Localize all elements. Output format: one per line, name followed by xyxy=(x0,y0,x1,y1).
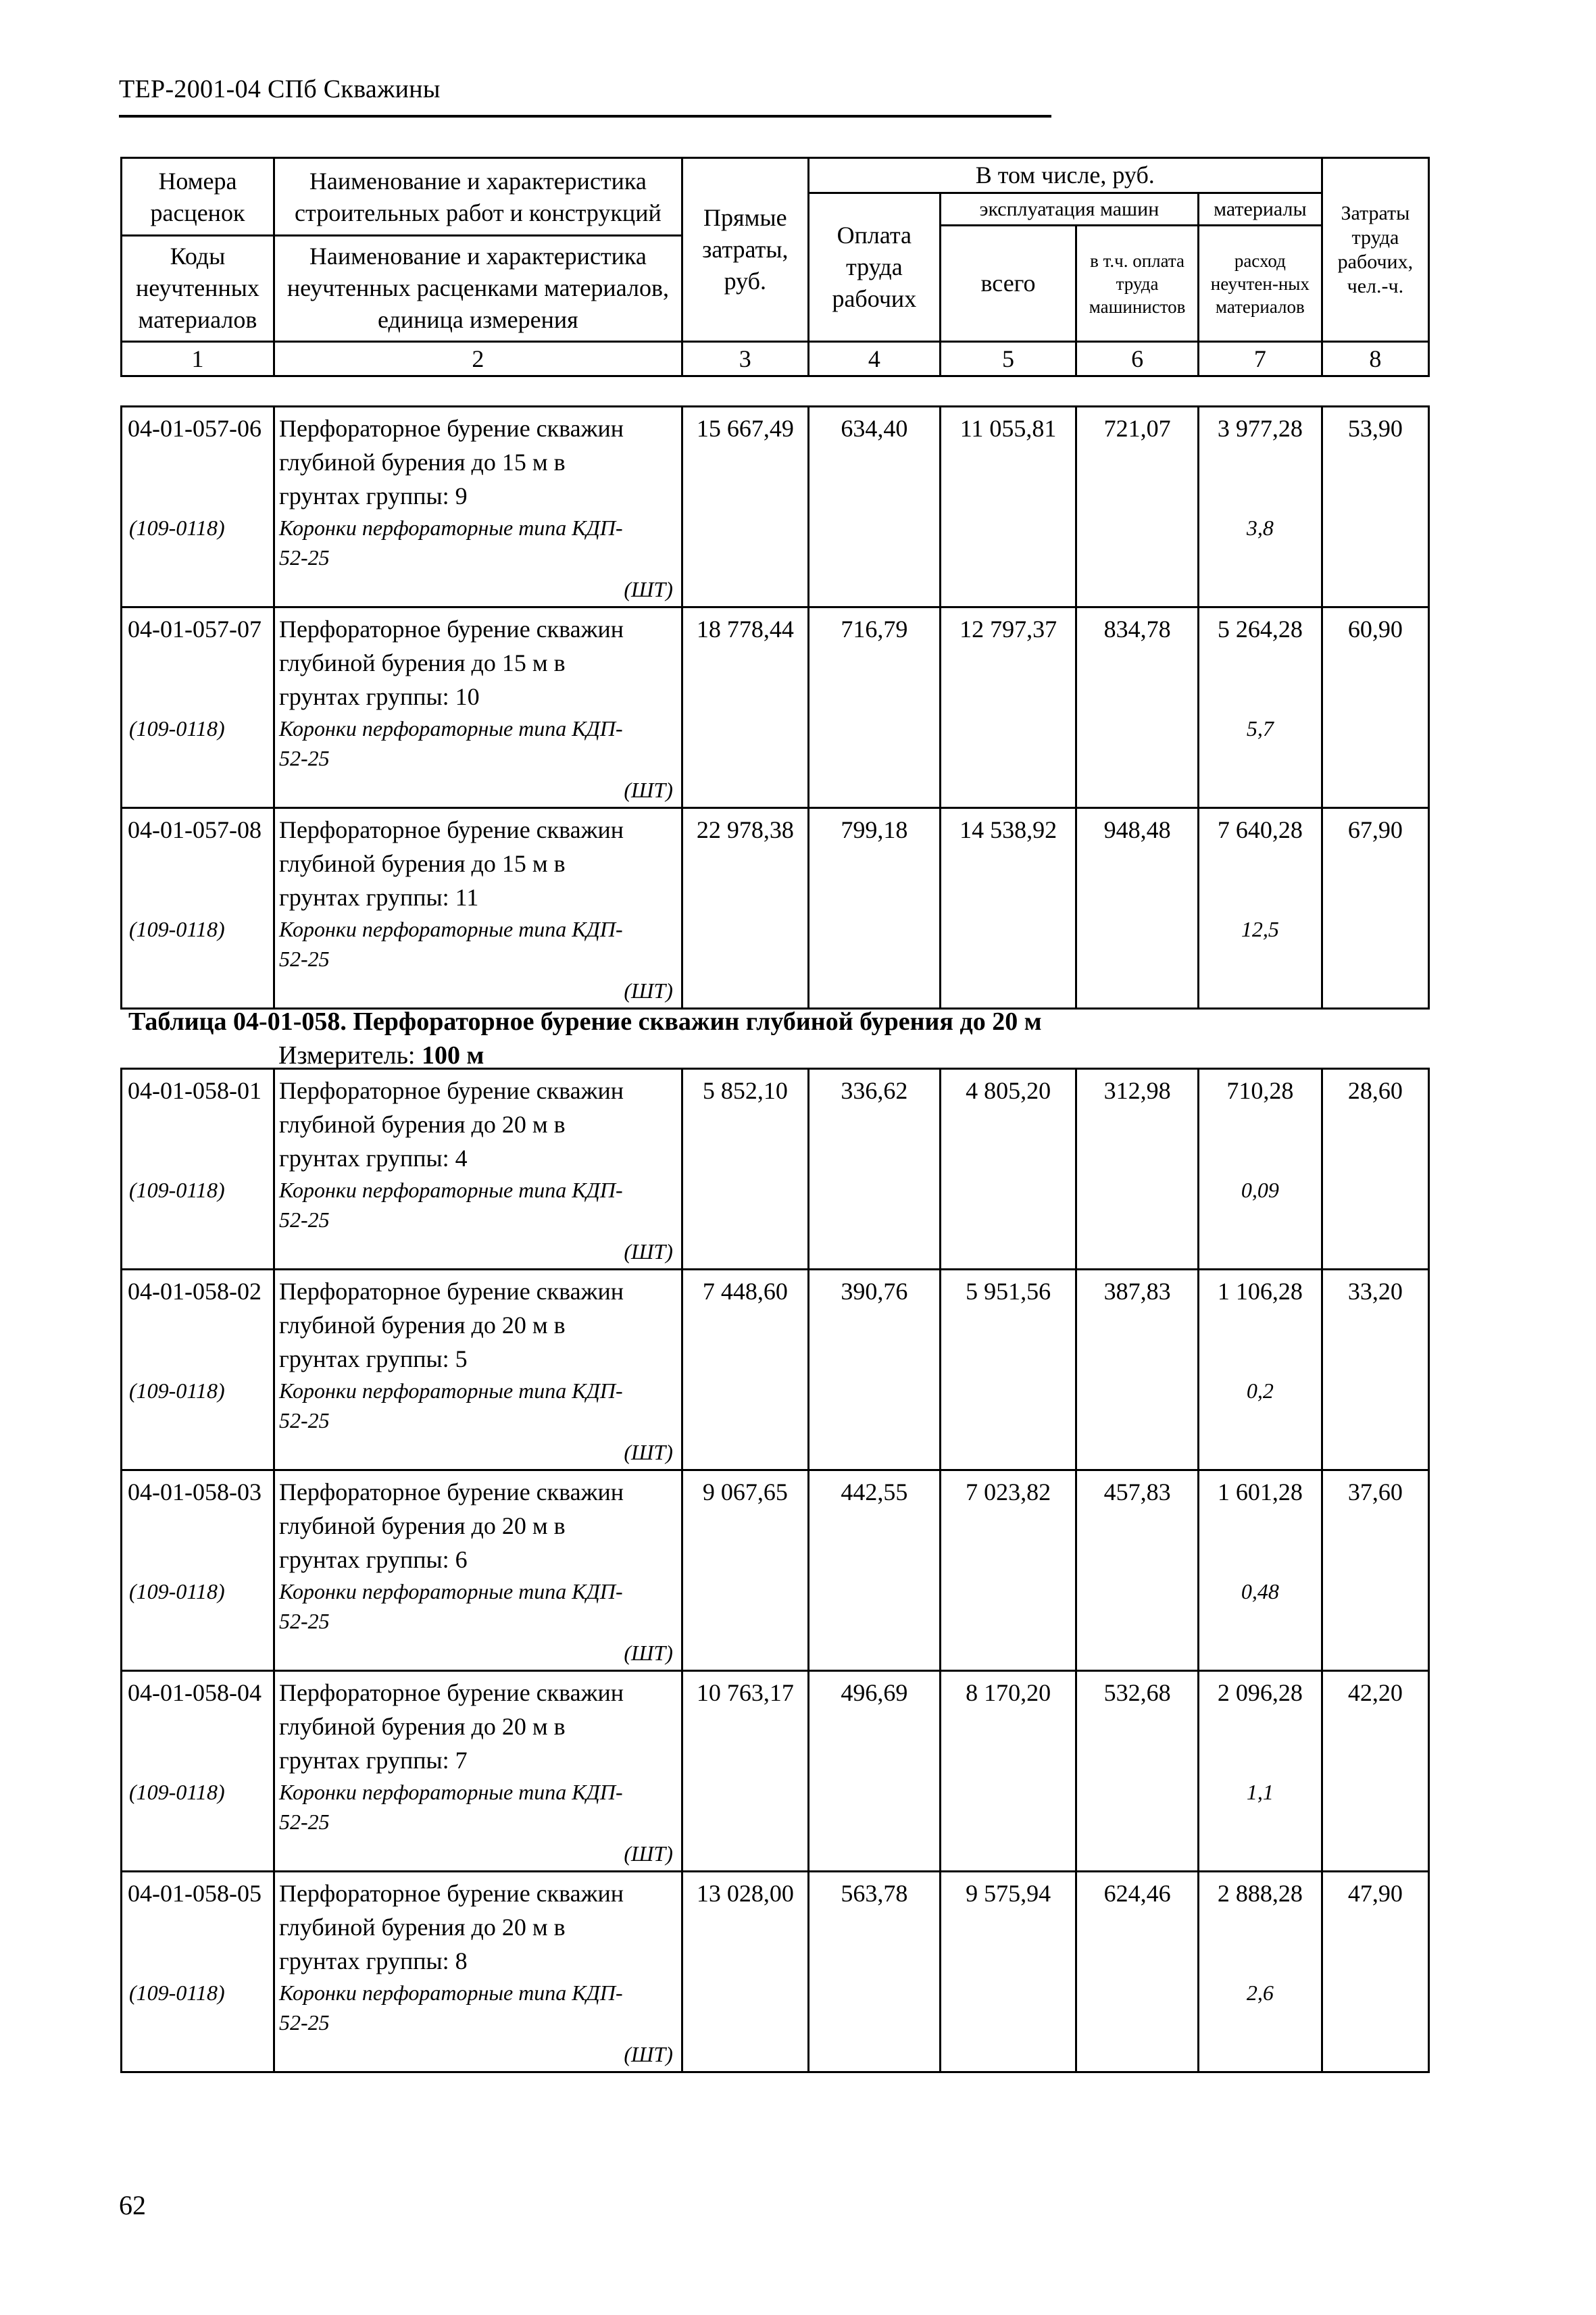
material-description-2: 52-25 xyxy=(278,545,330,570)
labor-hours: 47,90 xyxy=(1322,1872,1428,2072)
material-code: (109-0118) xyxy=(129,1981,225,2005)
material-description-1: Коронки перфораторные типа КДП- xyxy=(278,1780,623,1804)
work-description-2: глубиной бурения до 15 м в xyxy=(278,449,566,476)
materials-cell xyxy=(1198,407,1322,607)
labor-pay: 496,69 xyxy=(808,1671,940,1872)
page-number: 62 xyxy=(119,2190,146,2220)
work-description-2: глубиной бурения до 20 м в xyxy=(278,1713,566,1740)
materials-cost: 3 977,28 xyxy=(1217,415,1303,442)
materials-cost: 1 601,28 xyxy=(1217,1478,1303,1505)
description-cell xyxy=(274,808,682,1009)
direct-costs: 18 778,44 xyxy=(682,607,808,808)
material-code: (109-0118) xyxy=(129,1780,225,1804)
work-description-1: Перфораторное бурение скважин xyxy=(278,415,624,442)
machine-costs: 7 023,82 xyxy=(940,1470,1076,1671)
labor-hours: 28,60 xyxy=(1322,1069,1428,1270)
material-quantity: 3,8 xyxy=(1246,516,1274,540)
code-cell xyxy=(122,1270,274,1470)
machinist-pay: 312,98 xyxy=(1076,1069,1199,1270)
material-description-1: Коронки перфораторные типа КДП- xyxy=(278,1178,623,1202)
measure-line xyxy=(278,1041,484,1070)
work-description-3: грунтах группы: 9 xyxy=(278,482,468,509)
work-description-2: глубиной бурения до 20 м в xyxy=(278,1111,566,1138)
work-description-3: грунтах группы: 8 xyxy=(278,1947,468,1974)
rate-code: 04-01-058-03 xyxy=(128,1478,261,1505)
column-header-table xyxy=(120,157,1430,377)
labor-pay: 634,40 xyxy=(808,407,940,607)
materials-cell xyxy=(1198,607,1322,808)
measure-value: 100 м xyxy=(422,1041,484,1070)
labor-hours: 37,60 xyxy=(1322,1470,1428,1671)
material-code: (109-0118) xyxy=(129,716,225,741)
labor-hours: 53,90 xyxy=(1322,407,1428,607)
machine-costs: 5 951,56 xyxy=(940,1270,1076,1470)
col-number: 6 xyxy=(1076,342,1199,376)
direct-costs: 15 667,49 xyxy=(682,407,808,607)
material-code: (109-0118) xyxy=(129,917,225,941)
description-cell xyxy=(274,1671,682,1872)
rate-code: 04-01-058-04 xyxy=(128,1679,261,1706)
description-cell xyxy=(274,1470,682,1671)
col-number: 8 xyxy=(1322,342,1428,376)
work-description-2: глубиной бурения до 20 м в xyxy=(278,1512,566,1539)
material-description-2: 52-25 xyxy=(278,947,330,971)
rate-row xyxy=(122,808,1429,1009)
material-unit: (ШТ) xyxy=(624,2042,673,2066)
machinist-pay: 532,68 xyxy=(1076,1671,1199,1872)
header-col3: Прямые затраты, руб. xyxy=(682,158,808,342)
materials-cell xyxy=(1198,808,1322,1009)
header-group-including: В том числе, руб. xyxy=(808,158,1322,193)
header-col2-top: Наименование и характеристика строительных работ и конструкций xyxy=(275,160,681,237)
work-description-3: грунтах группы: 11 xyxy=(278,884,479,911)
rate-row xyxy=(122,1069,1429,1270)
material-quantity: 0,48 xyxy=(1241,1579,1279,1603)
material-description-1: Коронки перфораторные типа КДП- xyxy=(278,716,623,741)
header-group-machines: эксплуатация машин xyxy=(940,193,1198,226)
materials-cell xyxy=(1198,1872,1322,2072)
rate-code: 04-01-057-08 xyxy=(128,816,261,843)
code-cell xyxy=(122,607,274,808)
material-description-1: Коронки перфораторные типа КДП- xyxy=(278,1579,623,1603)
labor-hours: 67,90 xyxy=(1322,808,1428,1009)
material-quantity: 0,09 xyxy=(1241,1178,1279,1202)
work-description-1: Перфораторное бурение скважин xyxy=(278,1679,624,1706)
material-code: (109-0118) xyxy=(129,1178,225,1202)
rate-code: 04-01-057-07 xyxy=(128,616,261,643)
col-number: 1 xyxy=(122,342,274,376)
work-description-2: глубиной бурения до 15 м в xyxy=(278,850,566,877)
materials-cell xyxy=(1198,1671,1322,1872)
rate-row xyxy=(122,407,1429,607)
material-unit: (ШТ) xyxy=(624,1239,673,1264)
machine-costs: 14 538,92 xyxy=(940,808,1076,1009)
rates-table-058 xyxy=(120,1068,1430,2073)
material-description-2: 52-25 xyxy=(278,1609,330,1633)
material-description-1: Коронки перфораторные типа КДП- xyxy=(278,917,623,941)
work-description-1: Перфораторное бурение скважин xyxy=(278,1278,624,1305)
materials-cost: 5 264,28 xyxy=(1217,616,1303,643)
col-number: 5 xyxy=(940,342,1076,376)
machine-costs: 12 797,37 xyxy=(940,607,1076,808)
work-description-2: глубиной бурения до 20 м в xyxy=(278,1914,566,1941)
code-cell xyxy=(122,1872,274,2072)
labor-pay: 442,55 xyxy=(808,1470,940,1671)
labor-pay: 390,76 xyxy=(808,1270,940,1470)
description-cell xyxy=(274,607,682,808)
work-description-1: Перфораторное бурение скважин xyxy=(278,1077,624,1104)
code-cell xyxy=(122,407,274,607)
material-quantity: 0,2 xyxy=(1246,1378,1274,1403)
materials-cost: 710,28 xyxy=(1226,1077,1294,1104)
machine-costs: 11 055,81 xyxy=(940,407,1076,607)
header-col1-top: Номера расценок xyxy=(122,160,273,237)
header-col2 xyxy=(274,158,682,342)
work-description-3: грунтах группы: 6 xyxy=(278,1546,468,1573)
work-description-3: грунтах группы: 10 xyxy=(278,683,480,710)
materials-cell xyxy=(1198,1069,1322,1270)
material-quantity: 5,7 xyxy=(1246,716,1274,741)
material-code: (109-0118) xyxy=(129,1579,225,1603)
material-unit: (ШТ) xyxy=(624,577,673,601)
direct-costs: 13 028,00 xyxy=(682,1872,808,2072)
measure-label: Измеритель: xyxy=(278,1041,416,1070)
rates-table-057 xyxy=(120,405,1430,1010)
code-cell xyxy=(122,1069,274,1270)
material-unit: (ШТ) xyxy=(624,978,673,1003)
material-description-1: Коронки перфораторные типа КДП- xyxy=(278,1981,623,2005)
material-quantity: 2,6 xyxy=(1246,1981,1274,2005)
material-description-2: 52-25 xyxy=(278,1810,330,1834)
header-rule xyxy=(119,115,1051,118)
materials-cost: 2 888,28 xyxy=(1217,1880,1303,1907)
material-unit: (ШТ) xyxy=(624,778,673,802)
machinist-pay: 624,46 xyxy=(1076,1872,1199,2072)
labor-pay: 563,78 xyxy=(808,1872,940,2072)
header-col6: в т.ч. оплата труда машинистов xyxy=(1076,226,1199,342)
description-cell xyxy=(274,407,682,607)
labor-pay: 716,79 xyxy=(808,607,940,808)
header-col2-bottom: Наименование и характеристика неучтенных расценками материалов, единица измерения xyxy=(286,242,669,333)
material-unit: (ШТ) xyxy=(624,1841,673,1866)
rate-row xyxy=(122,607,1429,808)
material-code: (109-0118) xyxy=(129,516,225,540)
material-quantity: 1,1 xyxy=(1246,1780,1274,1804)
direct-costs: 5 852,10 xyxy=(682,1069,808,1270)
header-col8: Затраты труда рабочих, чел.-ч. xyxy=(1322,158,1428,342)
machine-costs: 4 805,20 xyxy=(940,1069,1076,1270)
work-description-2: глубиной бурения до 20 м в xyxy=(278,1312,566,1339)
direct-costs: 22 978,38 xyxy=(682,808,808,1009)
material-description-1: Коронки перфораторные типа КДП- xyxy=(278,516,623,540)
rate-code: 04-01-058-02 xyxy=(128,1278,261,1305)
running-head: ТЕР-2001-04 СПб Скважины xyxy=(119,75,441,103)
materials-cost: 1 106,28 xyxy=(1217,1278,1303,1305)
code-cell xyxy=(122,1671,274,1872)
code-cell xyxy=(122,1470,274,1671)
material-description-2: 52-25 xyxy=(278,746,330,770)
work-description-3: грунтах группы: 5 xyxy=(278,1345,468,1372)
labor-hours: 33,20 xyxy=(1322,1270,1428,1470)
description-cell xyxy=(274,1872,682,2072)
materials-cell xyxy=(1198,1470,1322,1671)
header-col1 xyxy=(122,158,274,342)
rate-row xyxy=(122,1671,1429,1872)
machine-costs: 8 170,20 xyxy=(940,1671,1076,1872)
col-number: 3 xyxy=(682,342,808,376)
rate-row xyxy=(122,1872,1429,2072)
description-cell xyxy=(274,1069,682,1270)
work-description-1: Перфораторное бурение скважин xyxy=(278,1880,624,1907)
labor-hours: 42,20 xyxy=(1322,1671,1428,1872)
material-unit: (ШТ) xyxy=(624,1440,673,1464)
materials-cell xyxy=(1198,1270,1322,1470)
rate-code: 04-01-058-01 xyxy=(128,1077,261,1104)
work-description-1: Перфораторное бурение скважин xyxy=(278,816,624,843)
machinist-pay: 387,83 xyxy=(1076,1270,1199,1470)
material-unit: (ШТ) xyxy=(624,1641,673,1665)
header-col4: Оплата труда рабочих xyxy=(808,193,940,342)
material-code: (109-0118) xyxy=(129,1378,225,1403)
table-title: Таблица 04-01-058. Перфораторное бурение скважин глубиной бурения до 20 м xyxy=(128,1007,1042,1036)
code-cell xyxy=(122,808,274,1009)
machinist-pay: 834,78 xyxy=(1076,607,1199,808)
header-col7: расход неучтен-ных материалов xyxy=(1198,226,1322,342)
rate-code: 04-01-058-05 xyxy=(128,1880,261,1907)
work-description-1: Перфораторное бурение скважин xyxy=(278,1478,624,1505)
materials-cost: 7 640,28 xyxy=(1217,816,1303,843)
machinist-pay: 948,48 xyxy=(1076,808,1199,1009)
direct-costs: 9 067,65 xyxy=(682,1470,808,1671)
rate-code: 04-01-057-06 xyxy=(128,415,261,442)
machinist-pay: 721,07 xyxy=(1076,407,1199,607)
rate-row xyxy=(122,1470,1429,1671)
col-number: 4 xyxy=(808,342,940,376)
work-description-3: грунтах группы: 7 xyxy=(278,1747,468,1774)
labor-pay: 799,18 xyxy=(808,808,940,1009)
machinist-pay: 457,83 xyxy=(1076,1470,1199,1671)
machine-costs: 9 575,94 xyxy=(940,1872,1076,2072)
material-description-1: Коронки перфораторные типа КДП- xyxy=(278,1378,623,1403)
rate-row xyxy=(122,1270,1429,1470)
work-description-3: грунтах группы: 4 xyxy=(278,1145,468,1172)
material-description-2: 52-25 xyxy=(278,1408,330,1433)
col-number: 2 xyxy=(274,342,682,376)
description-cell xyxy=(274,1270,682,1470)
col-number: 7 xyxy=(1198,342,1322,376)
material-description-2: 52-25 xyxy=(278,2010,330,2035)
labor-hours: 60,90 xyxy=(1322,607,1428,808)
materials-cost: 2 096,28 xyxy=(1217,1679,1303,1706)
header-col5: всего xyxy=(940,226,1076,342)
direct-costs: 7 448,60 xyxy=(682,1270,808,1470)
header-group-materials: материалы xyxy=(1198,193,1322,226)
material-quantity: 12,5 xyxy=(1241,917,1279,941)
labor-pay: 336,62 xyxy=(808,1069,940,1270)
direct-costs: 10 763,17 xyxy=(682,1671,808,1872)
material-description-2: 52-25 xyxy=(278,1208,330,1232)
header-col1-bottom: Коды неучтенных материалов xyxy=(136,242,259,333)
work-description-2: глубиной бурения до 15 м в xyxy=(278,649,566,676)
work-description-1: Перфораторное бурение скважин xyxy=(278,616,624,643)
